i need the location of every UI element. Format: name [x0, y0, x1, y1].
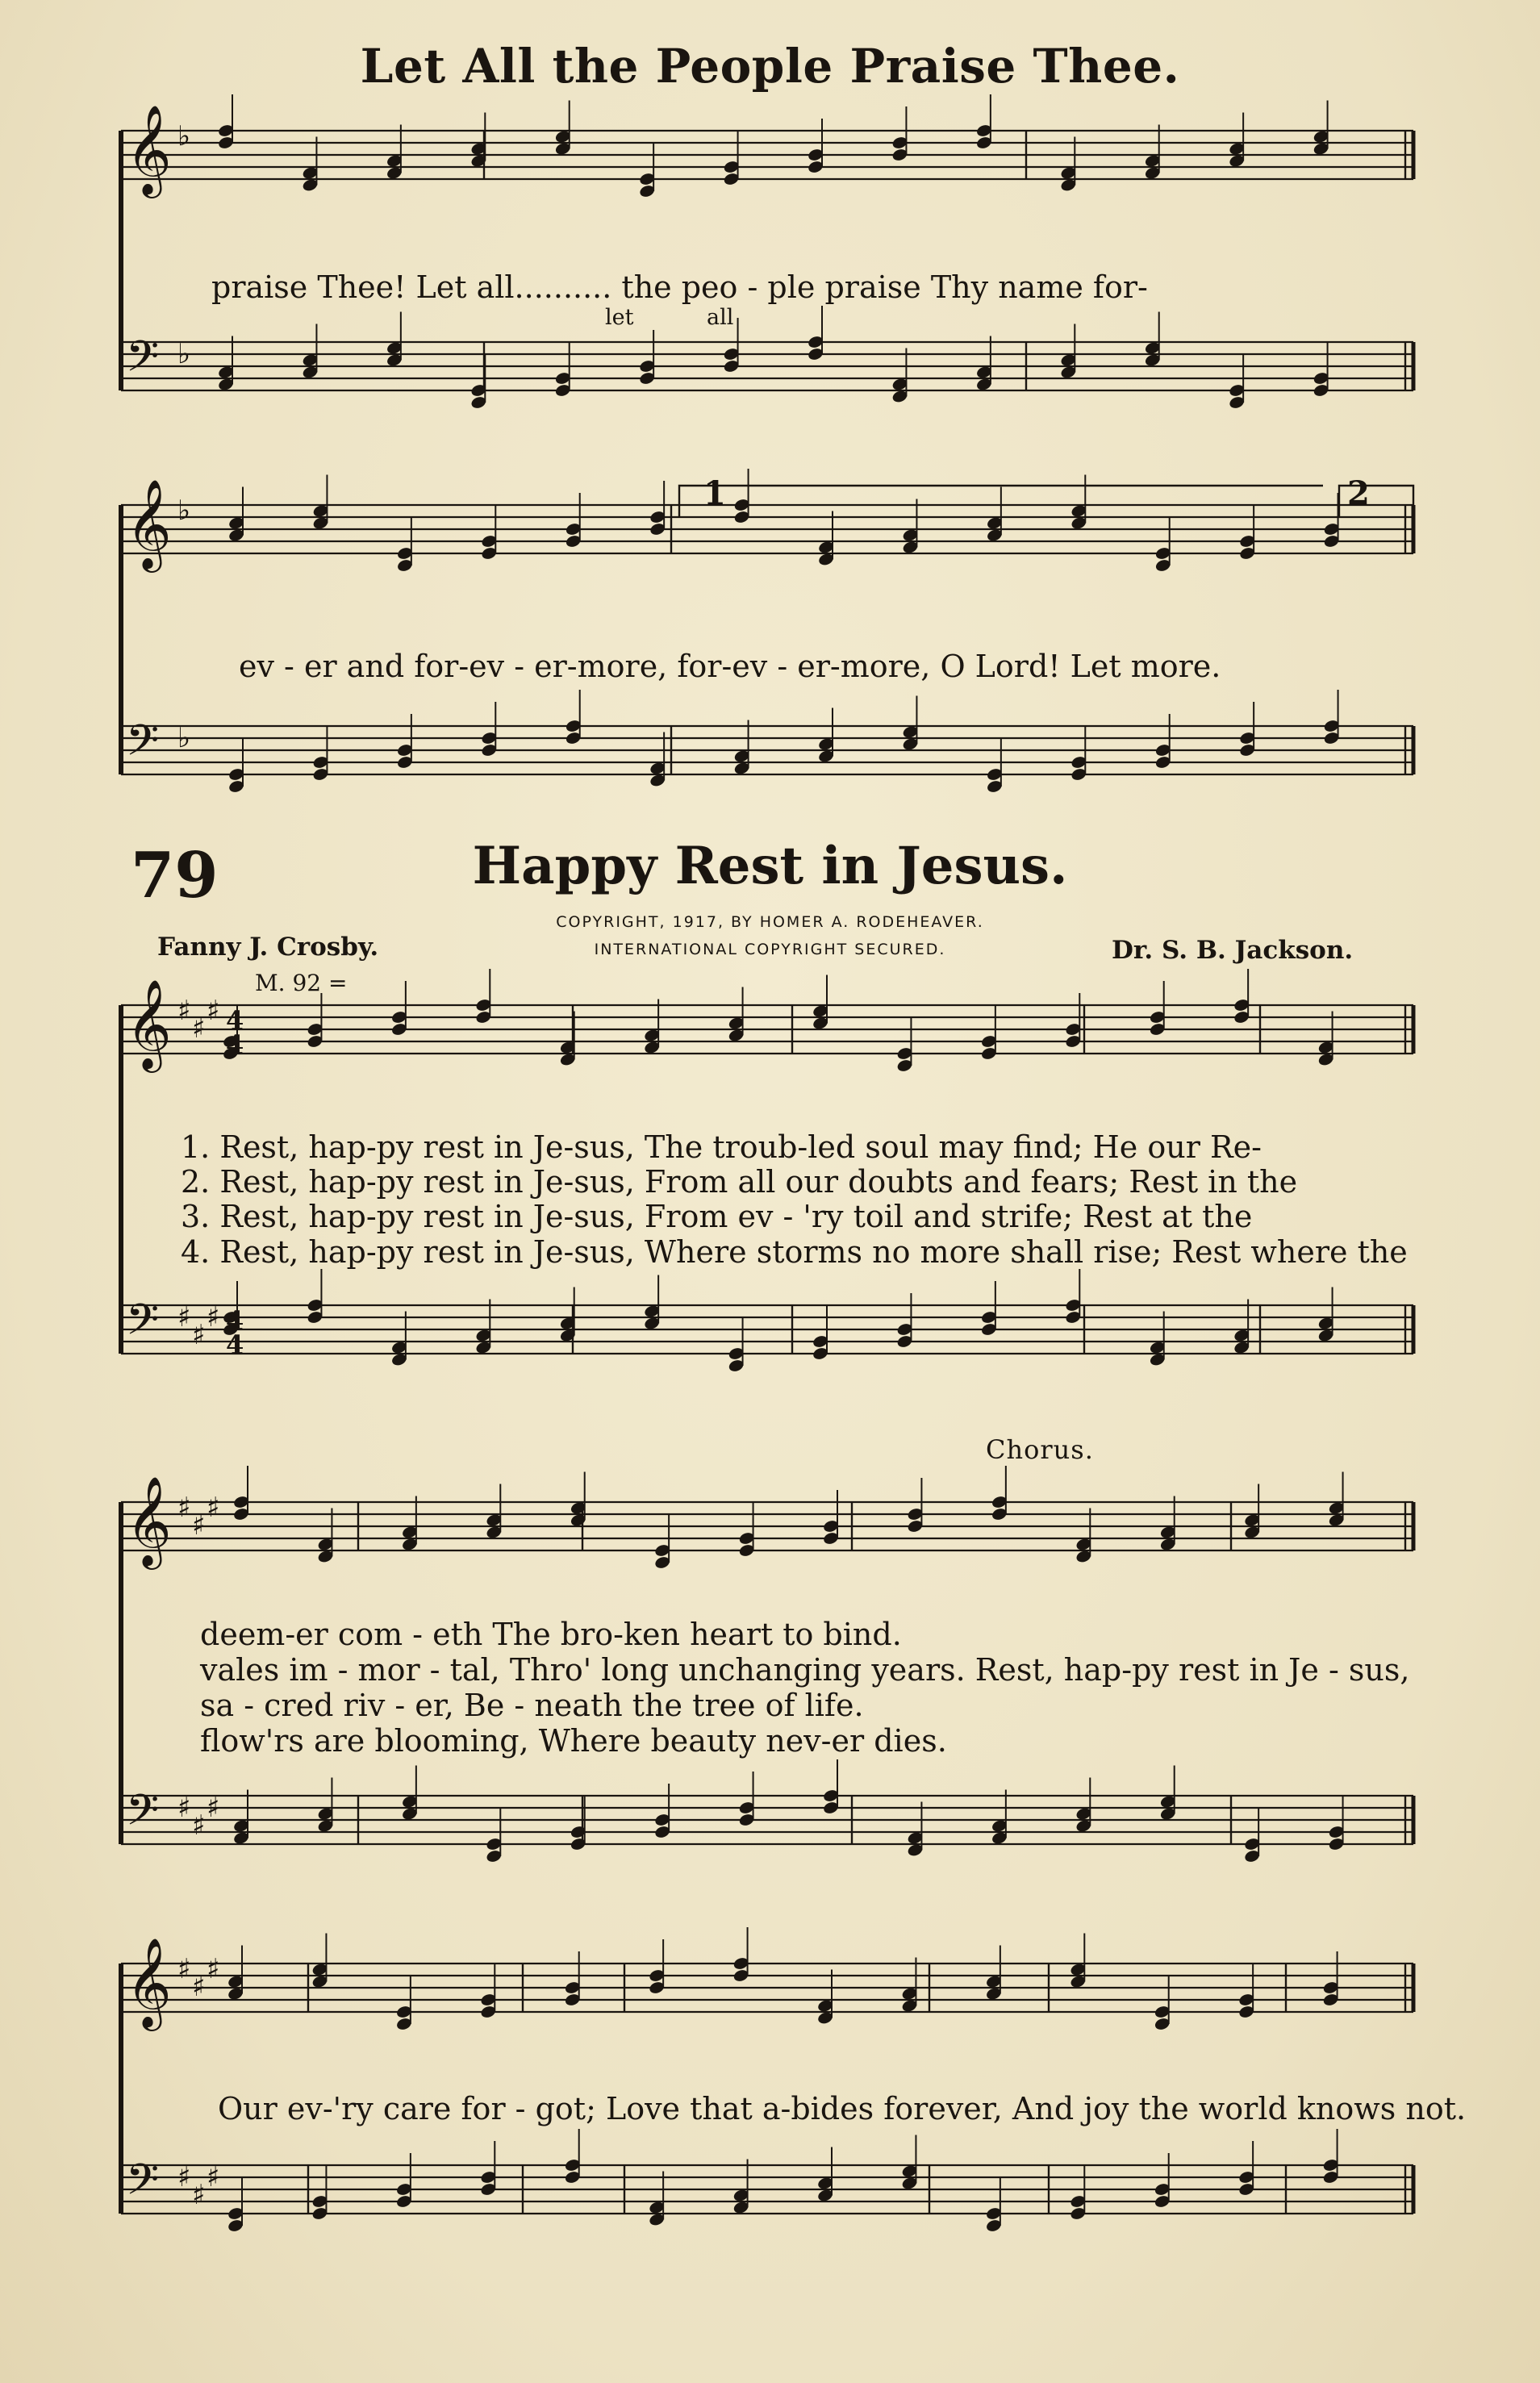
- tempo-marking: M. 92 =: [255, 970, 348, 996]
- key-signature: ♯: [177, 1492, 191, 1524]
- chorus-label: Chorus.: [986, 1434, 1094, 1465]
- key-signature: ♭: [177, 495, 191, 527]
- treble-clef: 𝄞: [126, 1937, 172, 2027]
- verse-cont-1: deem-er com - eth The bro-ken heart to bind.: [200, 1617, 902, 1652]
- treble-clef: 𝄞: [126, 979, 172, 1069]
- key-signature: ♯: [177, 2161, 191, 2193]
- lyrics-line-1: praise Thee! Let all.......... the peo - ple praise Thy name for-: [211, 269, 1148, 305]
- bass-clef: 𝄢: [126, 2156, 160, 2215]
- composer-credit: Dr. S. B. Jackson.: [1112, 936, 1354, 965]
- final-lyrics-line: Our ev-'ry care for - got; Love that a-bides forever, And joy the world knows not.: [218, 2091, 1467, 2126]
- key-signature: ♯: [192, 2179, 206, 2211]
- bass-clef: 𝄢: [126, 332, 160, 392]
- key-signature: ♭: [177, 120, 191, 152]
- key-signature: ♯: [207, 995, 220, 1027]
- treble-clef: 𝄞: [126, 1475, 172, 1566]
- key-signature: ♯: [192, 1509, 206, 1542]
- key-signature: ♯: [207, 2161, 220, 2193]
- verse-1: 1. Rest, hap-py rest in Je-sus, The troub-led soul may find; He our Re-: [181, 1129, 1262, 1165]
- lyrics-line-2: ev - er and for-ev - er-more, for-ev - er-more, O Lord! Let more.: [239, 649, 1221, 684]
- bass-clef: 𝄢: [126, 1786, 160, 1846]
- time-signature: 4: [226, 1329, 244, 1360]
- key-signature: ♯: [192, 1971, 206, 2003]
- key-signature: ♭: [177, 338, 191, 370]
- key-signature: ♯: [192, 1012, 206, 1045]
- time-signature: 4: [226, 1305, 244, 1336]
- sub-lyric-let: let: [605, 305, 634, 330]
- verse-cont-3: sa - cred riv - er, Be - neath the tree of life.: [200, 1688, 864, 1723]
- verse-cont-4: flow'rs are blooming, Where beauty nev-er dies.: [200, 1723, 947, 1759]
- first-ending-label: 1: [703, 474, 726, 512]
- key-signature: ♯: [177, 1953, 191, 1985]
- copyright-line-1: COPYRIGHT, 1917, BY HOMER A. RODEHEAVER.: [556, 913, 984, 931]
- key-signature: ♯: [177, 995, 191, 1027]
- key-signature: ♯: [177, 1792, 191, 1824]
- author-credit: Fanny J. Crosby.: [157, 933, 379, 962]
- bass-clef: 𝄢: [126, 1296, 160, 1355]
- verse-2: 2. Rest, hap-py rest in Je-sus, From all our doubts and fears; Rest in the: [181, 1164, 1298, 1200]
- treble-clef: 𝄞: [126, 478, 172, 569]
- verse-4: 4. Rest, hap-py rest in Je-sus, Where storms no more shall rise; Rest where the: [181, 1234, 1408, 1270]
- key-signature: ♭: [177, 722, 191, 754]
- second-ending-label: 2: [1347, 474, 1370, 512]
- key-signature: ♯: [207, 1953, 220, 1985]
- bass-clef: 𝄢: [126, 716, 160, 776]
- time-signature: 4: [226, 1029, 244, 1060]
- time-signature: 4: [226, 1005, 244, 1036]
- hymn-title: Happy Rest in Jesus.: [472, 836, 1068, 896]
- sub-lyric-all: all: [707, 305, 734, 330]
- second-ending-bracket: [1339, 486, 1413, 516]
- copyright-line-2: INTERNATIONAL COPYRIGHT SECURED.: [594, 941, 946, 958]
- hymn-title-let-all: Let All the People Praise Thee.: [360, 39, 1180, 94]
- hymn-number: 79: [131, 839, 219, 912]
- key-signature: ♯: [207, 1492, 220, 1524]
- verse-3: 3. Rest, hap-py rest in Je-sus, From ev - 'ry toil and strife; Rest at the: [181, 1199, 1253, 1234]
- key-signature: ♯: [207, 1301, 220, 1333]
- key-signature: ♯: [192, 1319, 206, 1351]
- treble-clef: 𝄞: [126, 104, 172, 194]
- key-signature: ♯: [177, 1301, 191, 1333]
- key-signature: ♯: [192, 1809, 206, 1842]
- verse-cont-2: vales im - mor - tal, Thro' long unchanging years. Rest, hap-py rest in Je - sus,: [200, 1652, 1410, 1688]
- key-signature: ♯: [207, 1792, 220, 1824]
